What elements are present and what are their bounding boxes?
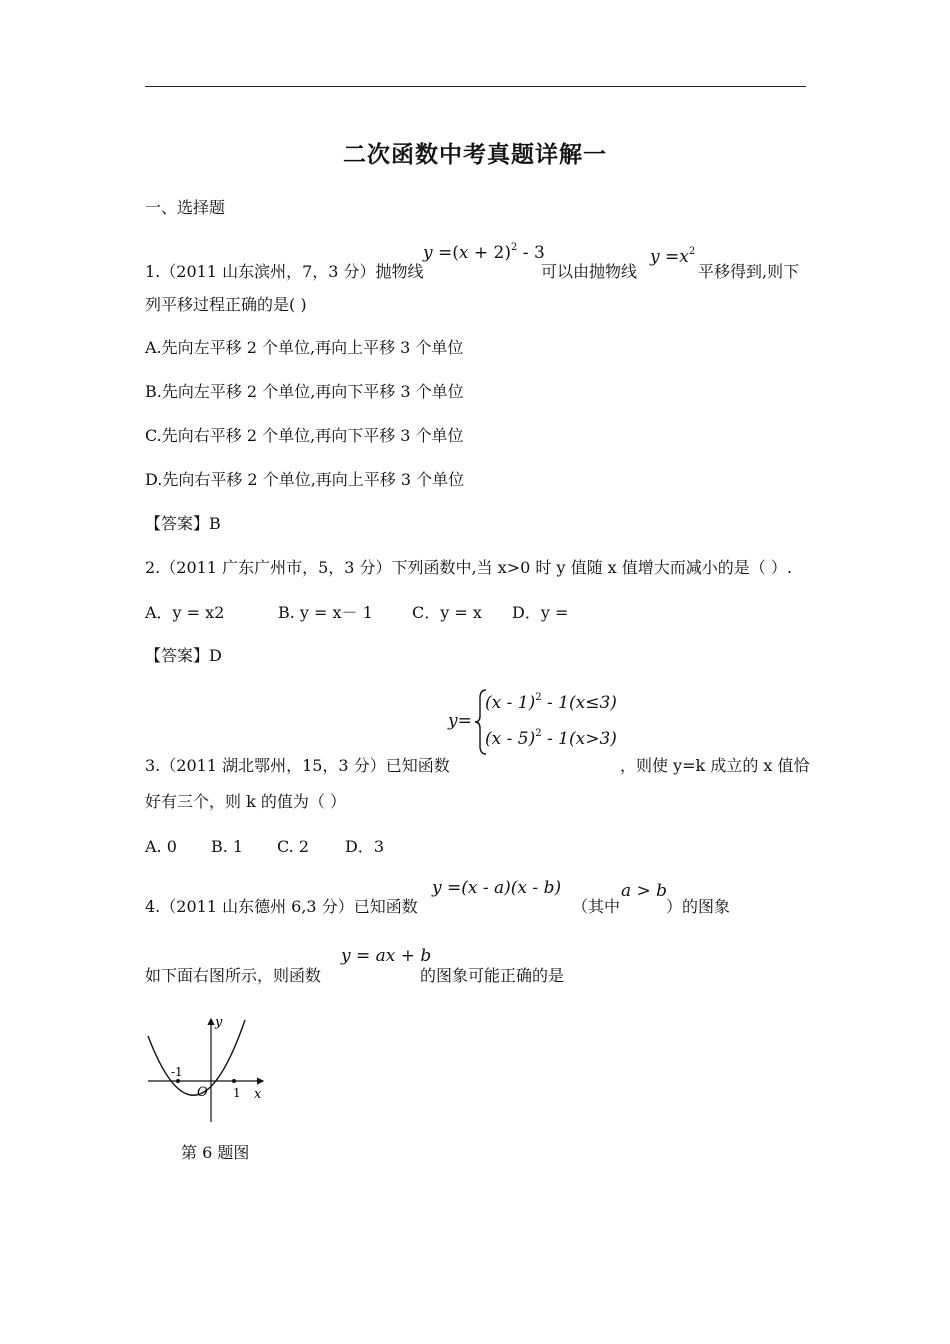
q1-formula-2: $y =x^2$ (650, 246, 696, 267)
root-point-neg (176, 1079, 180, 1083)
q2-option-d: D．y = (512, 603, 569, 622)
q2-option-b: B. y = x－ 1 (278, 603, 373, 622)
q4-formula-1: y =(x - a)(x - b) (432, 878, 562, 898)
q3-option-d: D．3 (345, 837, 385, 856)
q3-option-c: C. 2 (277, 837, 310, 856)
q1-answer: 【答案】B (145, 514, 221, 533)
q2-option-c: C．y = x (412, 603, 482, 622)
q1-line2: 列平移过程正确的是( ) (145, 295, 307, 314)
q3-line2: 好有三个，则 k 的值为（ ） (145, 792, 346, 811)
page-title: 二次函数中考真题详解一 (343, 142, 607, 168)
q3-option-a: A. 0 (145, 837, 177, 856)
q3-line1: 3.（2011 湖北鄂州，15，3 分）已知函数 (145, 756, 450, 775)
q1-suffix: 平移得到,则下 (698, 262, 800, 281)
q2-option-a: A．y = x2 (145, 603, 225, 622)
parabola-figure (143, 1014, 268, 1126)
q1-formula-1: $y =(x + 2)^2 - 3$ (423, 242, 545, 263)
q3-suffix: ，则使 y=k 成立的 x 值恰 (620, 756, 810, 775)
q1-option-d: D.先向右平移 2 个单位,再向上平移 3 个单位 (145, 470, 465, 489)
header-rule (145, 86, 806, 87)
q4-line2: 如下面右图所示，则函数 (145, 966, 322, 985)
q1-middle: 可以由抛物线 (541, 262, 638, 281)
q4-line2-end: 的图象可能正确的是 (420, 966, 565, 985)
figure-caption: 第 6 题图 (181, 1143, 250, 1162)
q4-condition: a > b (621, 881, 668, 901)
q3-formula-row2: (x - 5)$^2$ - 1(x>3) (485, 728, 617, 749)
q1-option-c: C.先向右平移 2 个单位,再向下平移 3 个单位 (145, 426, 464, 445)
q1-prefix: 1.（2011 山东滨州，7，3 分）抛物线 (145, 262, 424, 281)
q3-formula-lhs: y= (448, 711, 472, 731)
y-axis-label: y (215, 1015, 223, 1030)
q1-option-a: A.先向左平移 2 个单位,再向上平移 3 个单位 (145, 338, 464, 357)
q3-formula-row1: (x - 1)$^2$ - 1(x≤3) (485, 692, 617, 713)
root-point-pos (232, 1079, 236, 1083)
origin-label: O (197, 1085, 208, 1100)
q2-answer: 【答案】D (145, 646, 222, 665)
q1-option-b: B.先向左平移 2 个单位,再向下平移 3 个单位 (145, 382, 464, 401)
q4-end: ）的图象 (666, 897, 731, 916)
q4-line1: 4.（2011 山东德州 6,3 分）已知函数 (145, 897, 418, 916)
q2-text: 2.（2011 广东广州市，5，3 分）下列函数中,当 x>0 时 y 值随 x 值增大而减小的是（ ）. (145, 558, 792, 577)
tick-label-neg: -1 (171, 1065, 183, 1079)
x-axis-label: x (254, 1087, 262, 1102)
tick-label-pos: 1 (233, 1086, 241, 1100)
parabola-curve (148, 1020, 245, 1095)
q3-option-b: B. 1 (211, 837, 244, 856)
q4-formula-2: y = ax + b (341, 946, 432, 966)
q4-mid: （其中 (572, 897, 621, 916)
section-heading: 一、选择题 (145, 198, 226, 217)
